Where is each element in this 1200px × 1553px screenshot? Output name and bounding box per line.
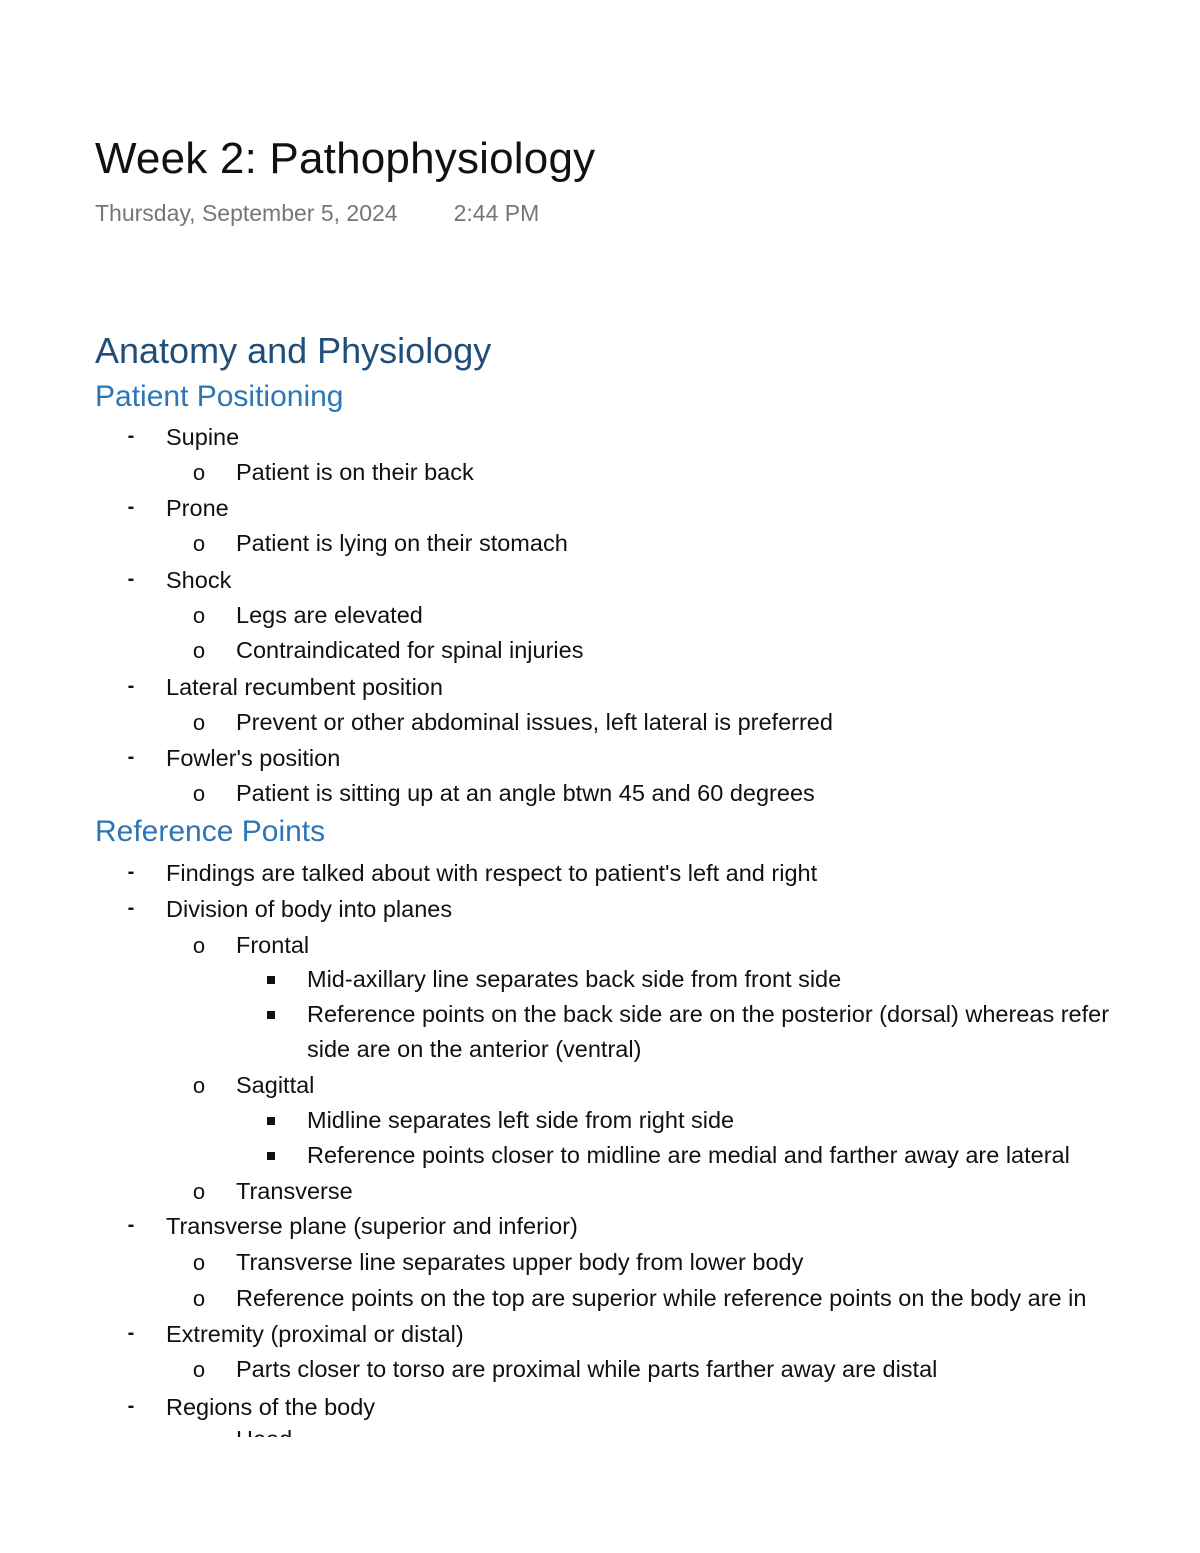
list-subitem: Legs are elevated (236, 602, 423, 628)
circle-bullet: o (192, 603, 206, 628)
page-title: Week 2: Pathophysiology (95, 134, 596, 183)
reference-heading: Reference Points (95, 815, 326, 848)
square-bullet (267, 1117, 275, 1125)
list-subsubitem: Midline separates left side from right side (307, 1107, 735, 1133)
list-subitem: Transverse (236, 1178, 353, 1204)
list-item: Shock (166, 567, 232, 593)
list-subsubitem: Reference points closer to midline are medial and farther away are lateral (307, 1142, 1070, 1168)
page-timestamp (95, 200, 539, 227)
dash-bullet: - (127, 425, 135, 447)
circle-bullet: o (192, 933, 206, 958)
page-time: 2:44 PM (453, 200, 540, 226)
list-subsubitem-continuation: side are on the anterior (ventral) (307, 1036, 642, 1062)
list-subitem: Transverse line separates upper body from lower body (236, 1249, 804, 1275)
circle-bullet: o (192, 1357, 206, 1382)
circle-bullet: o (192, 1179, 206, 1204)
square-bullet (267, 1011, 275, 1019)
list-item: Division of body into planes (166, 896, 453, 922)
dash-bullet: - (127, 496, 135, 518)
circle-bullet: o (192, 638, 206, 663)
list-subitem: Contraindicated for spinal injuries (236, 637, 584, 663)
list-item: Supine (166, 424, 240, 450)
list-subitem: Sagittal (236, 1072, 315, 1098)
square-bullet (267, 1152, 275, 1160)
list-item: Fowler's position (166, 745, 341, 771)
list-subitem: Patient is on their back (236, 459, 474, 485)
section-heading: Anatomy and Physiology (95, 330, 492, 371)
circle-bullet: o (192, 1286, 206, 1311)
positioning-heading: Patient Positioning (95, 380, 344, 413)
dash-bullet: - (127, 1214, 135, 1236)
circle-bullet: o (192, 710, 206, 735)
page-date: Thursday, September 5, 2024 (95, 200, 398, 226)
list-subitem: Patient is lying on their stomach (236, 530, 568, 556)
list-item: Regions of the body (166, 1394, 376, 1420)
list-subitem: Parts closer to torso are proximal while parts farther away are distal (236, 1356, 938, 1382)
list-item: Findings are talked about with respect to patient's left and right (166, 860, 818, 886)
list-subitem: Frontal (236, 932, 310, 958)
circle-bullet: o (192, 1073, 206, 1098)
list-subitem: Reference points on the top are superior while reference points on the body are in (236, 1285, 1087, 1311)
list-item: Extremity (proximal or distal) (166, 1321, 464, 1347)
dash-bullet: - (127, 746, 135, 768)
dash-bullet: - (127, 568, 135, 590)
list-subsubitem: Reference points on the back side are on the posterior (dorsal) whereas refer (307, 1001, 1110, 1027)
list-subitem: Patient is sitting up at an angle btwn 45 and 60 degrees (236, 780, 815, 806)
circle-bullet: o (192, 531, 206, 556)
list-subitem: Prevent or other abdominal issues, left lateral is preferred (236, 709, 833, 735)
square-bullet (267, 976, 275, 984)
page-crop-mask (0, 1437, 1200, 1553)
list-subsubitem: Mid-axillary line separates back side from front side (307, 966, 842, 992)
dash-bullet: - (127, 1322, 135, 1344)
list-item: Lateral recumbent position (166, 674, 443, 700)
dash-bullet: - (127, 1395, 135, 1417)
list-item: Prone (166, 495, 229, 521)
circle-bullet: o (192, 460, 206, 485)
circle-bullet: o (192, 781, 206, 806)
dash-bullet: - (127, 897, 135, 919)
dash-bullet: - (127, 675, 135, 697)
list-item: Transverse plane (superior and inferior) (166, 1213, 578, 1239)
circle-bullet: o (192, 1250, 206, 1275)
dash-bullet: - (127, 861, 135, 883)
